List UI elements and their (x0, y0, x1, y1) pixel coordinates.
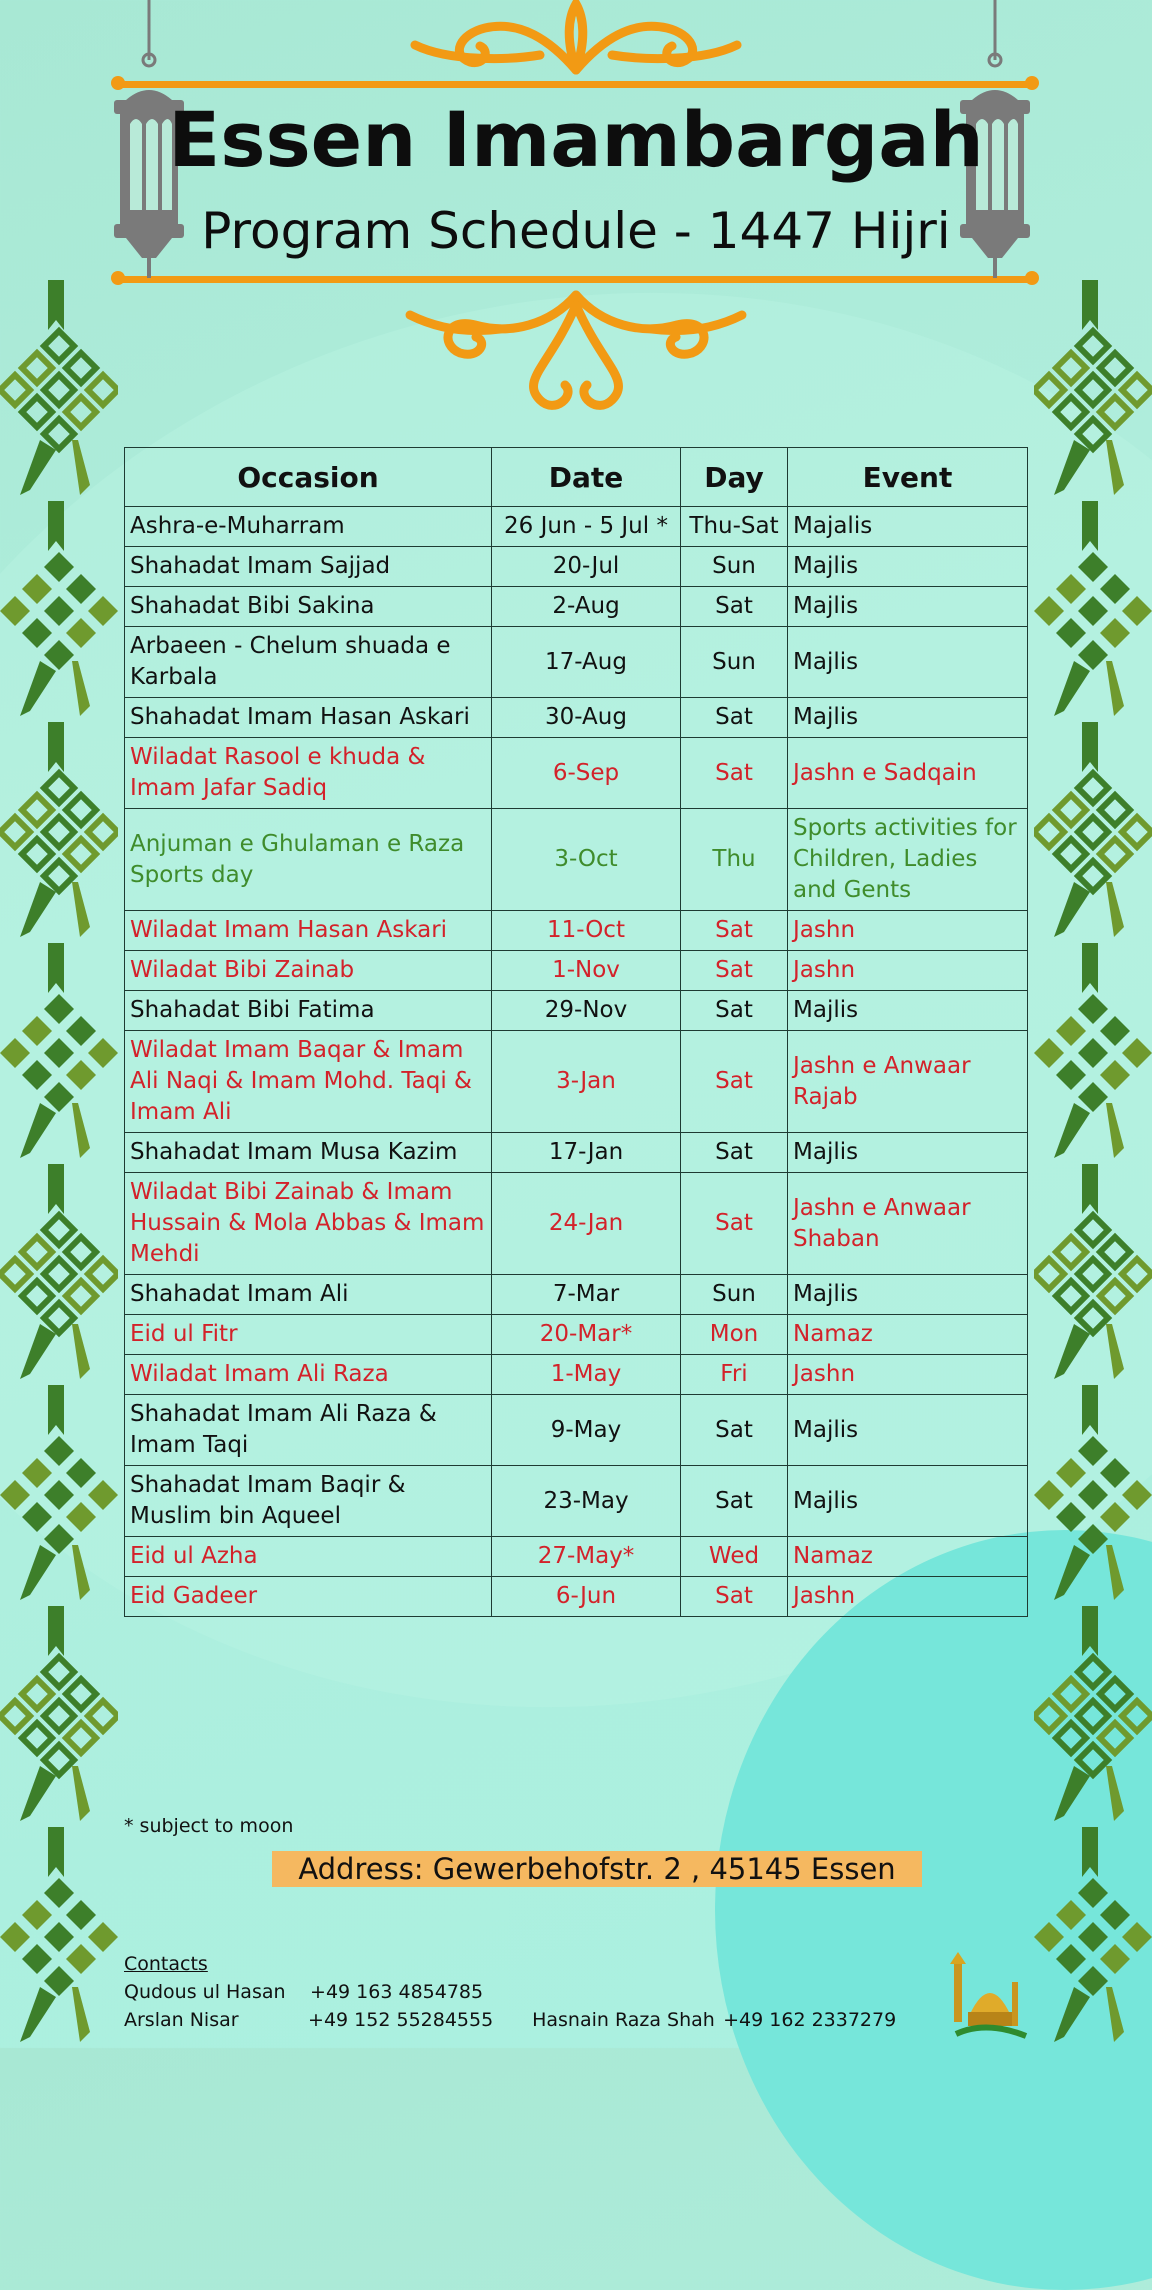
cell-event: Majlis (788, 698, 1028, 738)
schedule-table (124, 447, 1028, 1617)
bottom-ornament-bar (115, 276, 1035, 283)
shrine-logo-icon (946, 1952, 1030, 2042)
contact-name: Arslan Nisar (124, 2009, 239, 2031)
cell-day: Sat (681, 1173, 788, 1275)
cell-occasion: Shahadat Imam Musa Kazim (125, 1133, 492, 1173)
cell-occasion: Shahadat Bibi Sakina (125, 587, 492, 627)
cell-event: Jashn e Sadqain (788, 738, 1028, 809)
contact-phone: +49 163 4854785 (310, 1981, 484, 2003)
side-ornament-left (0, 280, 118, 2048)
cell-event: Majalis (788, 507, 1028, 547)
cell-occasion: Wiladat Imam Ali Raza (125, 1355, 492, 1395)
table-row (125, 991, 1028, 1031)
cell-event: Namaz (788, 1315, 1028, 1355)
cell-day: Sat (681, 1031, 788, 1133)
table-row (125, 627, 1028, 698)
column-header-occasion: Occasion (125, 448, 492, 507)
footnote: * subject to moon (124, 1815, 294, 1837)
cell-date: 1-Nov (492, 951, 681, 991)
cell-event: Majlis (788, 1133, 1028, 1173)
cell-occasion: Wiladat Bibi Zainab & Imam Hussain & Mola Abbas & Imam Mehdi (125, 1173, 492, 1275)
table-row (125, 1315, 1028, 1355)
cell-date: 11-Oct (492, 911, 681, 951)
cell-occasion: Eid ul Azha (125, 1537, 492, 1577)
cell-event: Majlis (788, 587, 1028, 627)
table-row (125, 911, 1028, 951)
table-row (125, 1275, 1028, 1315)
cell-occasion: Eid Gadeer (125, 1577, 492, 1617)
cell-date: 17-Jan (492, 1133, 681, 1173)
table-row (125, 1355, 1028, 1395)
cell-event: Sports activities for Children, Ladies and Gents (788, 809, 1028, 911)
cell-day: Wed (681, 1537, 788, 1577)
contact-phone: +49 152 55284555 (308, 2009, 494, 2031)
page-subtitle: Program Schedule - 1447 Hijri (201, 202, 951, 260)
cell-occasion: Wiladat Rasool e khuda & Imam Jafar Sadiq (125, 738, 492, 809)
table-row (125, 1031, 1028, 1133)
cell-day: Thu-Sat (681, 507, 788, 547)
cell-date: 26 Jun - 5 Jul * (492, 507, 681, 547)
column-header-event: Event (788, 448, 1028, 507)
cell-day: Sat (681, 698, 788, 738)
table-row (125, 809, 1028, 911)
cell-event: Majlis (788, 627, 1028, 698)
cell-occasion: Shahadat Imam Ali (125, 1275, 492, 1315)
table-row (125, 1577, 1028, 1617)
cell-event: Majlis (788, 1275, 1028, 1315)
cell-date: 17-Aug (492, 627, 681, 698)
cell-occasion: Ashra-e-Muharram (125, 507, 492, 547)
cell-event: Jashn (788, 951, 1028, 991)
cell-day: Sat (681, 951, 788, 991)
table-row (125, 1466, 1028, 1537)
table-row (125, 1395, 1028, 1466)
table-row (125, 1173, 1028, 1275)
contact-phone: +49 162 2337279 (723, 2009, 897, 2031)
cell-date: 20-Jul (492, 547, 681, 587)
table-row (125, 507, 1028, 547)
cell-date: 30-Aug (492, 698, 681, 738)
contacts-heading: Contacts (124, 1953, 208, 1975)
cell-occasion: Shahadat Bibi Fatima (125, 991, 492, 1031)
side-ornament-right (1034, 280, 1152, 2048)
cell-occasion: Anjuman e Ghulaman e Raza Sports day (125, 809, 492, 911)
table-row (125, 1537, 1028, 1577)
cell-day: Sat (681, 1133, 788, 1173)
page-title: Essen Imambargah (168, 95, 984, 184)
address-banner: Address: Gewerbehofstr. 2 , 45145 Essen (272, 1851, 922, 1887)
cell-date: 23-May (492, 1466, 681, 1537)
table-row (125, 738, 1028, 809)
cell-date: 3-Jan (492, 1031, 681, 1133)
cell-day: Thu (681, 809, 788, 911)
cell-date: 2-Aug (492, 587, 681, 627)
contact-row (124, 1978, 896, 2006)
cell-day: Sat (681, 1395, 788, 1466)
cell-event: Jashn (788, 1577, 1028, 1617)
top-ornament-bar (115, 81, 1035, 88)
cell-occasion: Shahadat Imam Sajjad (125, 547, 492, 587)
cell-date: 1-May (492, 1355, 681, 1395)
table-row (125, 547, 1028, 587)
cell-day: Mon (681, 1315, 788, 1355)
ornament-scroll-icon (400, 285, 752, 425)
cell-date: 24-Jan (492, 1173, 681, 1275)
cell-event: Jashn e Anwaar Rajab (788, 1031, 1028, 1133)
cell-event: Majlis (788, 991, 1028, 1031)
cell-day: Sat (681, 1466, 788, 1537)
contact-row (124, 2006, 896, 2034)
cell-event: Jashn e Anwaar Shaban (788, 1173, 1028, 1275)
table-row (125, 698, 1028, 738)
contact-name: Hasnain Raza Shah (532, 2009, 715, 2031)
cell-day: Sat (681, 587, 788, 627)
cell-occasion: Wiladat Imam Hasan Askari (125, 911, 492, 951)
column-header-day: Day (681, 448, 788, 507)
cell-date: 29-Nov (492, 991, 681, 1031)
cell-occasion: Shahadat Imam Hasan Askari (125, 698, 492, 738)
cell-occasion: Eid ul Fitr (125, 1315, 492, 1355)
cell-event: Majlis (788, 547, 1028, 587)
cell-date: 3-Oct (492, 809, 681, 911)
cell-occasion: Arbaeen - Chelum shuada e Karbala (125, 627, 492, 698)
cell-occasion: Wiladat Bibi Zainab (125, 951, 492, 991)
cell-day: Sat (681, 1577, 788, 1617)
cell-date: 6-Sep (492, 738, 681, 809)
cell-date: 9-May (492, 1395, 681, 1466)
ornament-scroll-icon (390, 0, 762, 78)
cell-day: Sun (681, 547, 788, 587)
cell-event: Majlis (788, 1395, 1028, 1466)
cell-date: 27-May* (492, 1537, 681, 1577)
cell-day: Sat (681, 911, 788, 951)
table-row (125, 951, 1028, 991)
contact-name: Qudous ul Hasan (124, 1981, 286, 2003)
column-header-date: Date (492, 448, 681, 507)
cell-day: Sun (681, 627, 788, 698)
cell-event: Majlis (788, 1466, 1028, 1537)
cell-day: Sat (681, 991, 788, 1031)
cell-day: Sun (681, 1275, 788, 1315)
cell-occasion: Wiladat Imam Baqar & Imam Ali Naqi & Imam Mohd. Taqi & Imam Ali (125, 1031, 492, 1133)
cell-day: Fri (681, 1355, 788, 1395)
cell-occasion: Shahadat Imam Ali Raza & Imam Taqi (125, 1395, 492, 1466)
table-row (125, 1133, 1028, 1173)
cell-date: 6-Jun (492, 1577, 681, 1617)
cell-date: 20-Mar* (492, 1315, 681, 1355)
cell-date: 7-Mar (492, 1275, 681, 1315)
cell-event: Namaz (788, 1537, 1028, 1577)
cell-occasion: Shahadat Imam Baqir & Muslim bin Aqueel (125, 1466, 492, 1537)
cell-event: Jashn (788, 911, 1028, 951)
cell-event: Jashn (788, 1355, 1028, 1395)
table-header-row (125, 448, 1028, 507)
table-row (125, 587, 1028, 627)
contacts-section (124, 1950, 896, 2034)
cell-day: Sat (681, 738, 788, 809)
